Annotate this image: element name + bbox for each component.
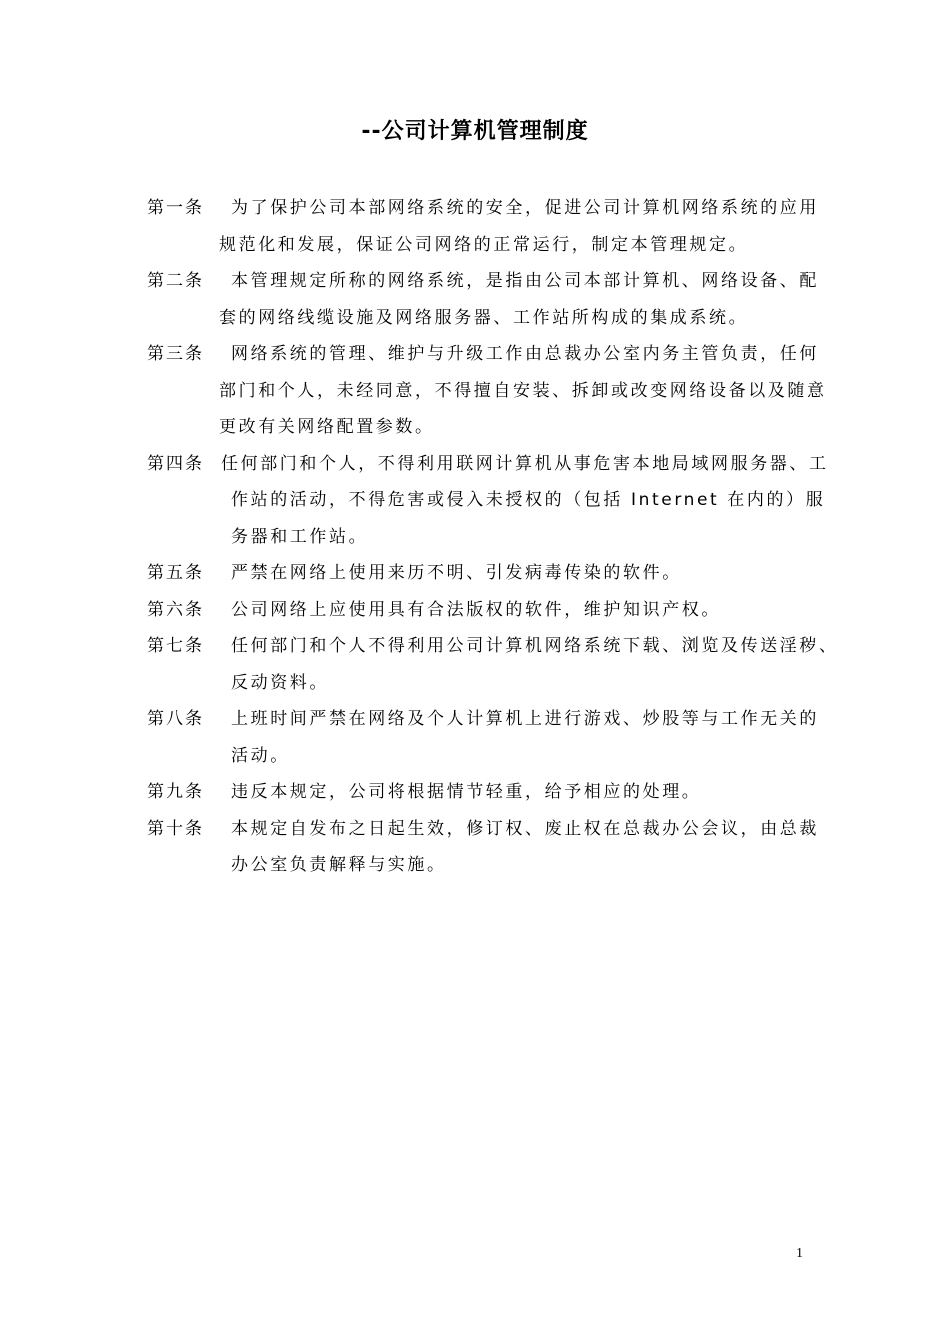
article-number: 第二条 <box>147 271 204 291</box>
article-body <box>231 774 827 811</box>
article-line: 严禁在网络上使用来历不明、引发病毒传染的软件。 <box>231 563 682 583</box>
page-number: 1 <box>796 1246 803 1261</box>
article-number: 第一条 <box>147 198 204 218</box>
article-line: 本规定自发布之日起生效，修订权、废止权在总裁办公会议，由总裁 <box>231 818 819 839</box>
article-body <box>219 336 827 446</box>
article-body <box>219 263 827 336</box>
article-number: 第八条 <box>147 709 204 729</box>
article-line: 规范化和发展，保证公司网络的正常运行，制定本管理规定。 <box>219 234 749 255</box>
article-line: 更改有关网络配置参数。 <box>219 417 435 437</box>
article-line: 为了保护公司本部网络系统的安全，促进公司计算机网络系统的应用 <box>231 198 819 218</box>
article-2 <box>147 263 827 336</box>
article-number: 第四条 <box>147 453 204 474</box>
article-body <box>219 190 827 263</box>
article-body <box>231 555 827 592</box>
article-line: 作站的活动，不得危害或侵入未授权的（包括 Internet 在内的）服 <box>231 490 826 510</box>
articles-list <box>147 190 839 884</box>
article-9 <box>147 774 827 811</box>
article-6 <box>147 592 827 629</box>
article-line: 活动。 <box>231 745 290 766</box>
article-4 <box>147 446 827 556</box>
article-7 <box>147 628 839 701</box>
article-1 <box>147 190 827 263</box>
article-body <box>221 446 829 556</box>
article-line: 务器和工作站。 <box>231 526 369 547</box>
article-line: 本管理规定所称的网络系统，是指由公司本部计算机、网络设备、配 <box>231 271 819 291</box>
article-line: 部门和个人，未经同意，不得擅自安装、拆卸或改变网络设备以及随意 <box>219 380 827 401</box>
article-body <box>231 811 827 884</box>
article-line: 套的网络线缆设施及网络服务器、工作站所构成的集成系统。 <box>219 307 749 328</box>
article-line: 任何部门和个人不得利用公司计算机网络系统下载、浏览及传送淫秽、 <box>231 636 839 656</box>
article-3 <box>147 336 827 446</box>
article-line: 公司网络上应使用具有合法版权的软件，维护知识产权。 <box>231 599 721 620</box>
article-number: 第七条 <box>147 636 204 656</box>
article-5 <box>147 555 827 592</box>
article-body <box>231 701 827 774</box>
article-10 <box>147 811 827 884</box>
article-body <box>231 628 839 701</box>
article-line: 办公室负责解释与实施。 <box>231 855 447 875</box>
article-line: 上班时间严禁在网络及个人计算机上进行游戏、炒股等与工作无关的 <box>231 709 819 729</box>
article-number: 第十条 <box>147 818 204 839</box>
article-8 <box>147 701 827 774</box>
article-line: 网络系统的管理、维护与升级工作由总裁办公室内务主管负责，任何 <box>231 344 819 364</box>
article-number: 第九条 <box>147 782 204 802</box>
article-body <box>231 592 827 629</box>
article-number: 第五条 <box>147 563 204 583</box>
article-line: 反动资料。 <box>231 672 329 693</box>
document-title: --公司计算机管理制度 <box>361 119 589 144</box>
article-number: 第三条 <box>147 344 204 364</box>
article-line: 任何部门和个人，不得利用联网计算机从事危害本地局域网服务器、工 <box>221 453 829 474</box>
article-line: 违反本规定，公司将根据情节轻重，给予相应的处理。 <box>231 782 702 802</box>
article-number: 第六条 <box>147 599 204 620</box>
